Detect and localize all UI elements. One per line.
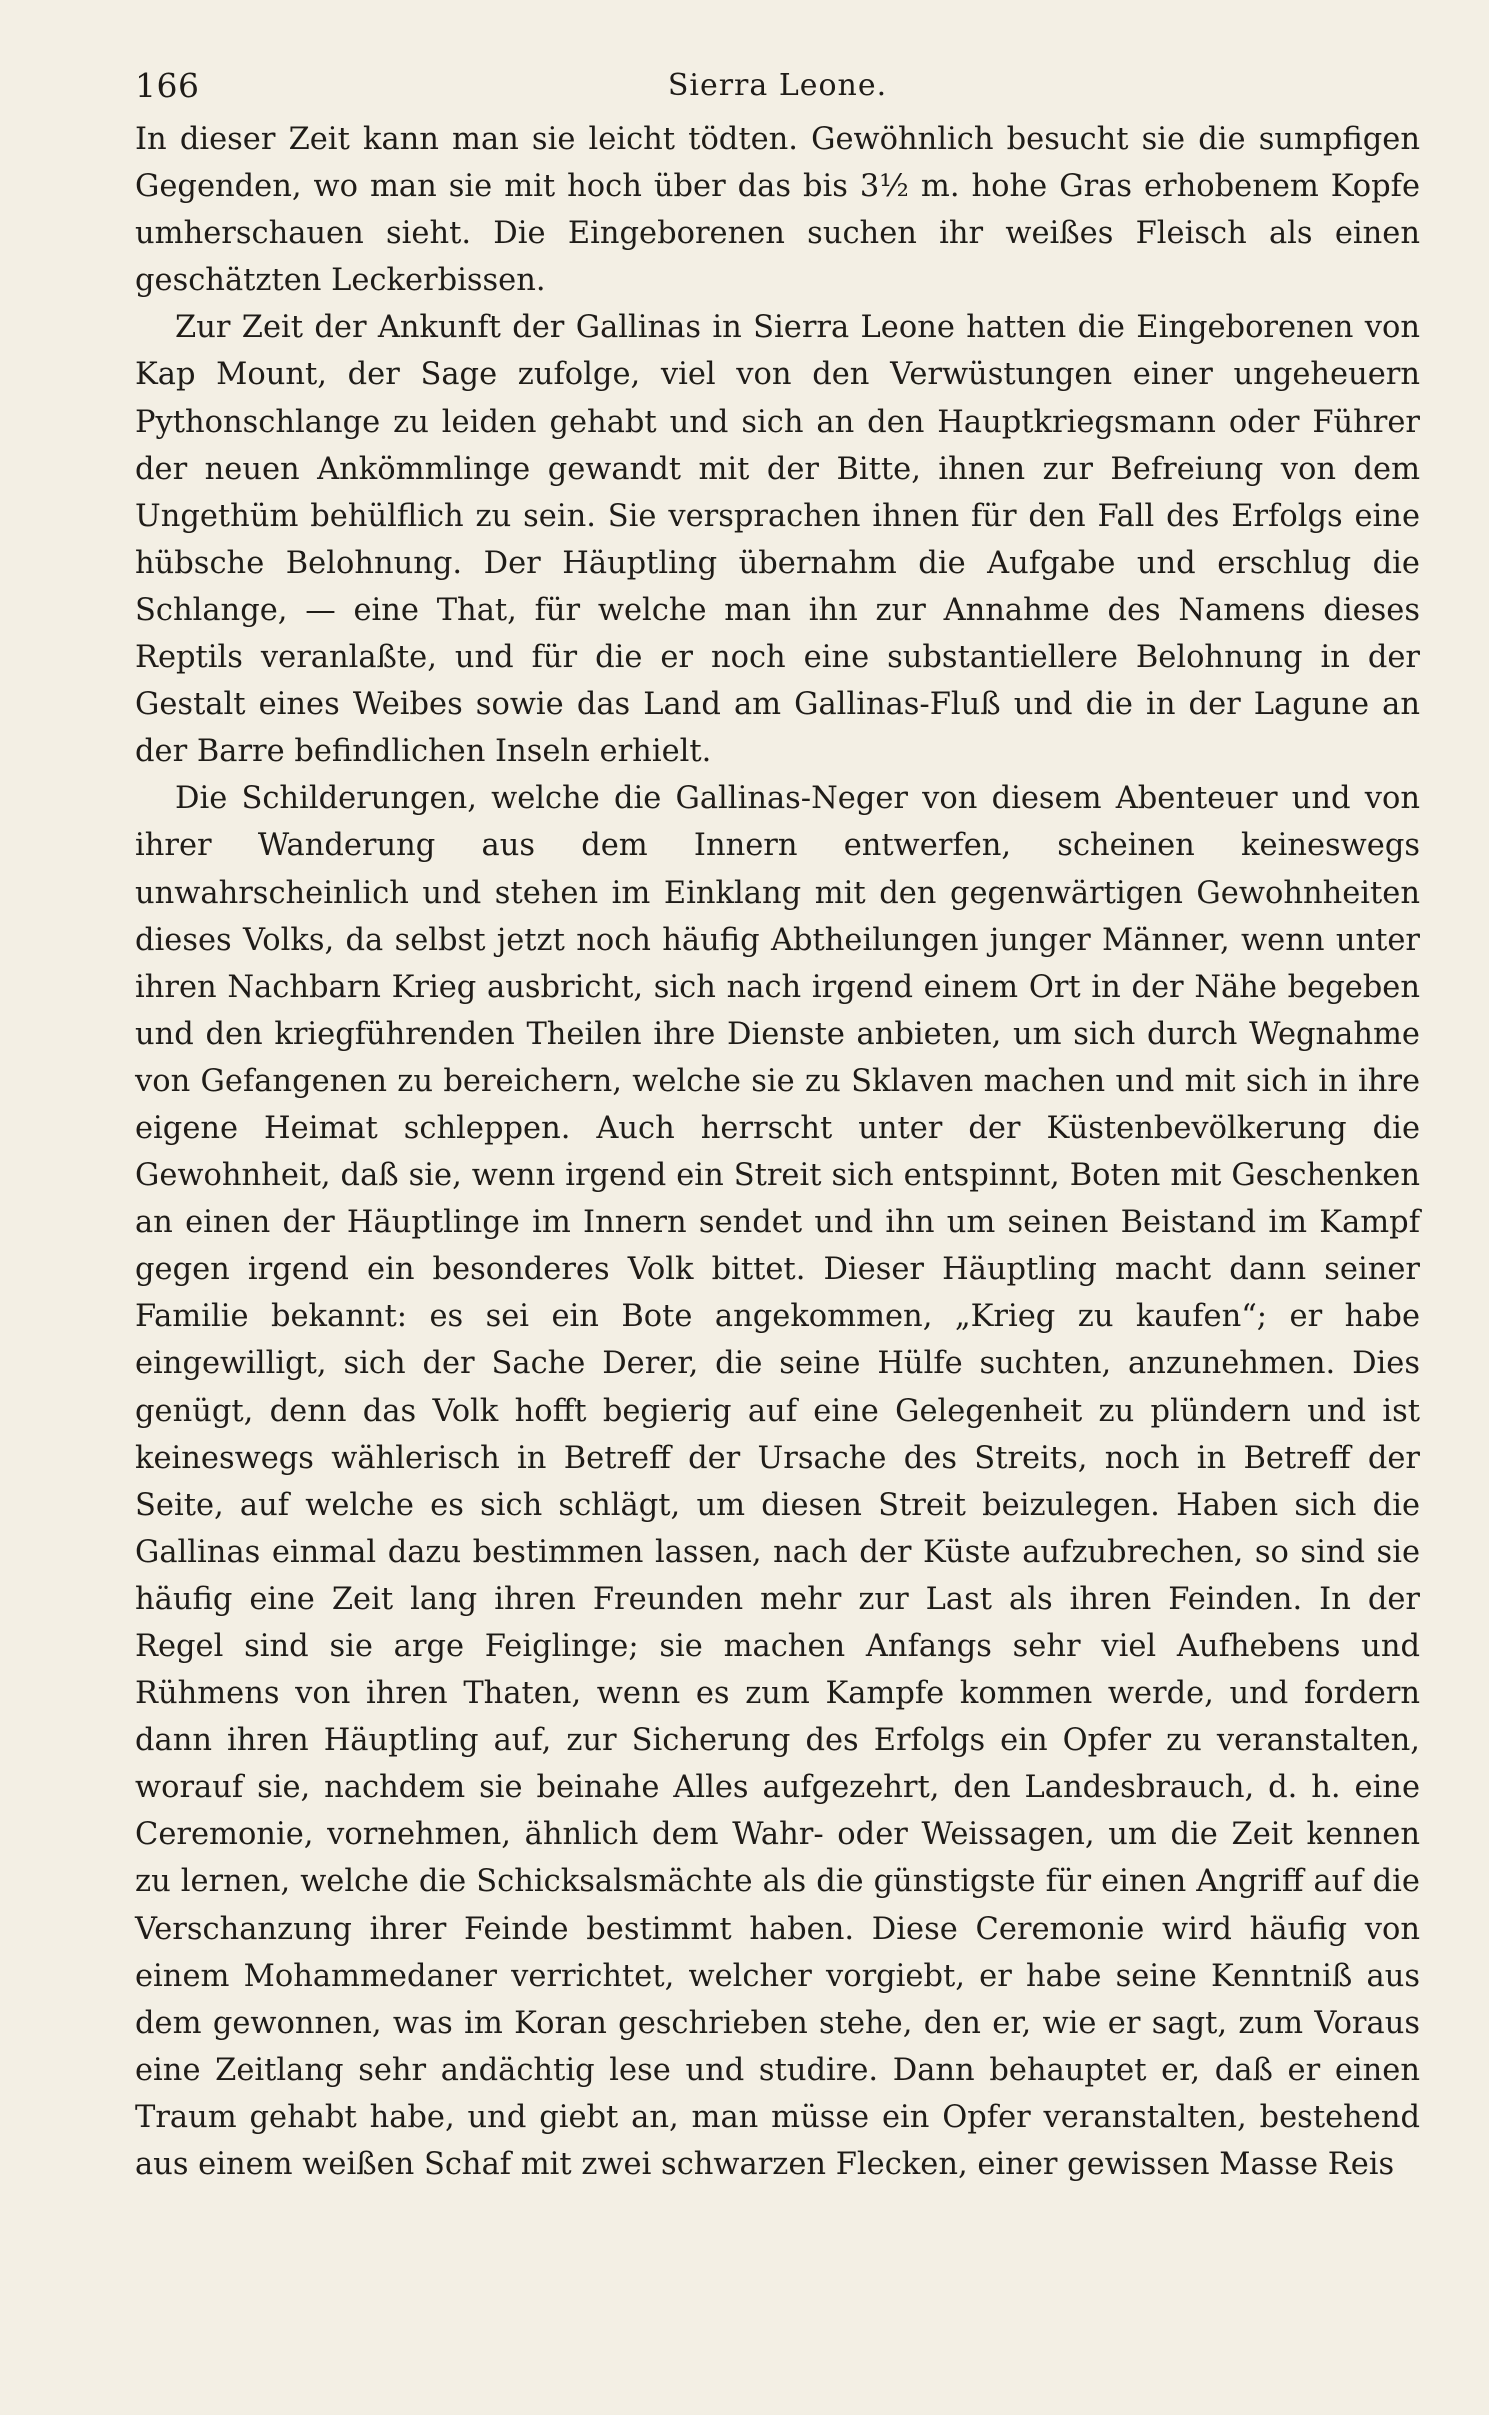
page-header — [135, 58, 1420, 110]
running-head: Sierra Leone. — [667, 68, 888, 103]
book-page — [135, 58, 1420, 2188]
page-number: 166 — [135, 66, 200, 105]
page-body — [135, 116, 1420, 2188]
paragraph-python-legend: Zur Zeit der Ankunft der Gallinas in Sierra Leone hatten die Eingeborenen von Kap Mount, der Sage zufolge, viel von den Verwüstungen einer ungeheuern Pythonschlange zu leiden gehabt und sich an den Hauptkriegsmann oder Führer der neuen Ankömmlinge gewandt mit der Bitte, ihnen zur Befreiung von dem Ungethüm behülflich zu sein. Sie versprachen ihnen für den Fall des Erfolgs eine hübsche Belohnung. Der Häuptling übernahm die Aufgabe und erschlug die Schlange, — eine That, für welche man ihn zur Annahme des Namens dieses Reptils veranlaßte, und für die er noch eine substantiellere Belohnung in der Gestalt eines Weibes sowie das Land am Gallinas-Fluß und die in der Lagune an der Barre befindlichen Inseln erhielt. — [135, 310, 1420, 770]
paragraph-gallinas-customs: Die Schilderungen, welche die Gallinas-Neger von diesem Abenteuer und von ihrer Wanderung aus dem Innern entwerfen, scheinen keineswegs unwahrscheinlich und stehen im Einklang mit den gegenwärtigen Gewohnheiten dieses Volks, da selbst jetzt noch häufig Abtheilungen junger Männer, wenn unter ihren Nachbarn Krieg ausbricht, sich nach irgend einem Ort in der Nähe begeben und den kriegführenden Theilen ihre Dienste anbieten, um sich durch Wegnahme von Gefangenen zu bereichern, welche sie zu Sklaven machen und mit sich in ihre eigene Heimat schleppen. Auch herrscht unter der Küstenbevölkerung die Gewohnheit, daß sie, wenn irgend ein Streit sich entspinnt, Boten mit Geschenken an einen der Häuptlinge im Innern sendet und ihn um seinen Beistand im Kampf gegen irgend ein besonderes Volk bittet. Dieser Häuptling macht dann seiner Familie bekannt: es sei ein Bote angekommen, „Krieg zu kaufen“; er habe eingewilligt, sich der Sache Derer, die seine Hülfe suchten, anzunehmen. Dies genügt, denn das Volk hofft begierig auf eine Gelegenheit zu plündern und ist keineswegs wählerisch in Betreff der Ursache des Streits, noch in Betreff der Seite, auf welche es sich schlägt, um diesen Streit beizulegen. Haben sich die Gallinas einmal dazu bestimmen lassen, nach der Küste aufzubrechen, so sind sie häufig eine Zeit lang ihren Freunden mehr zur Last als ihren Feinden. In der Regel sind sie arge Feiglinge; sie machen Anfangs sehr viel Aufhebens und Rühmens von ihren Thaten, wenn es zum Kampfe kommen werde, und fordern dann ihren Häuptling auf, zur Sicherung des Erfolgs ein Opfer zu veranstalten, worauf sie, nachdem sie beinahe Alles aufgezehrt, den Landesbrauch, d. h. eine Ceremonie, vornehmen, ähnlich dem Wahr- oder Weissagen, um die Zeit kennen zu lernen, welche die Schicksalsmächte als die günstigste für einen Angriff auf die Verschanzung ihrer Feinde bestimmt haben. Diese Ceremonie wird häufig von einem Mohammedaner verrichtet, welcher vorgiebt, er habe seine Kenntniß aus dem gewonnen, was im Koran geschrieben stehe, den er, wie er sagt, zum Voraus eine Zeitlang sehr andächtig lese und studire. Dann behauptet er, daß er einen Traum gehabt habe, und giebt an, man müsse ein Opfer veranstalten, bestehend aus einem weißen Schaf mit zwei schwarzen Flecken, einer gewissen Masse Reis — [135, 781, 1420, 2183]
paragraph-continued: In dieser Zeit kann man sie leicht tödten. Gewöhnlich besucht sie die sumpfigen Gegenden, wo man sie mit hoch über das bis 3½ m. hohe Gras erhobenem Kopfe umherschauen sieht. Die Eingeborenen suchen ihr weißes Fleisch als einen geschätzten Leckerbissen. — [135, 122, 1420, 299]
